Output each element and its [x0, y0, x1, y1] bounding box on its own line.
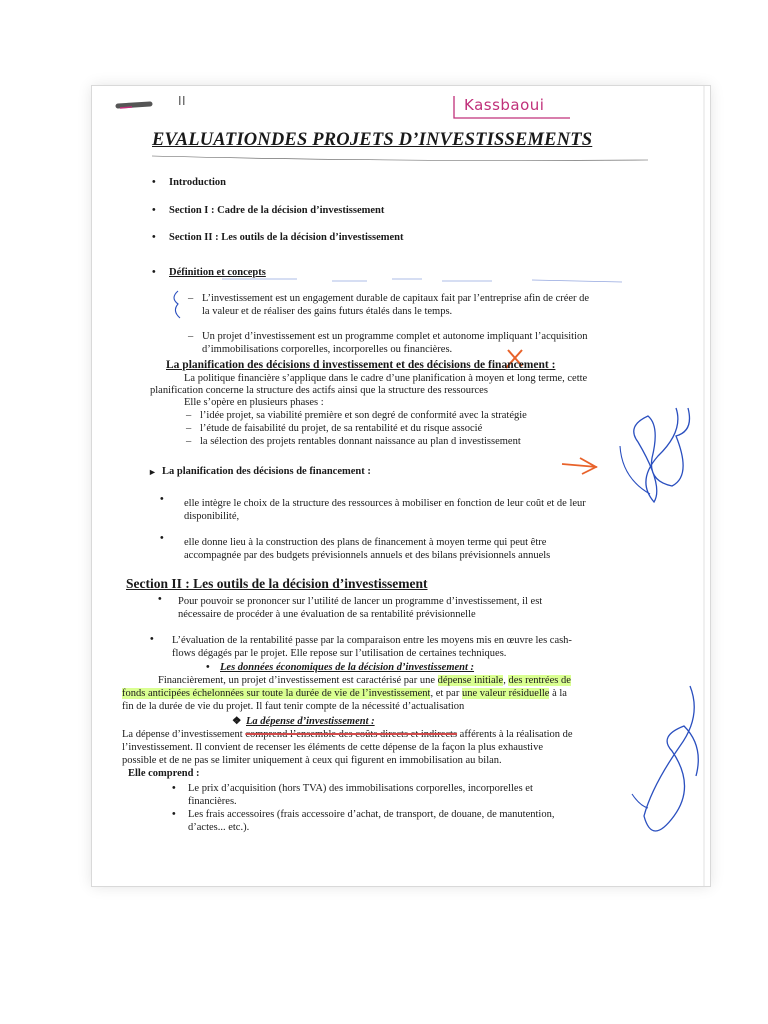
section-2-heading: Section II : Les outils de la décision d’investissement [126, 576, 428, 591]
definition-p1-line1: L’investissement est un engagement durable de capitaux fait par l’entreprise afin de créer de [202, 293, 590, 304]
bullet: • [158, 594, 162, 605]
phase-2: l’étude de faisabilité du projet, de sa rentabilité et du risque associé [200, 423, 483, 434]
phase-1: l’idée projet, sa viabilité première et son degré de conformité avec la stratégie [200, 410, 527, 421]
blue-signature-1 [634, 408, 690, 502]
planif-invest-line1: La politique financière s’applique dans le cadre d’une planification à moyen et long terme, cette [184, 373, 588, 384]
struck-text: comprend l’ensemble des coûts directs et indirects [245, 729, 458, 740]
planif-fin-b2-line2: accompagnée par des budgets prévisionnels annuels et des bilans prévisionnels annuels [184, 550, 551, 561]
depense-line1 [122, 729, 573, 741]
comprend-item2-line2: d’actes... etc.). [188, 822, 250, 833]
toc-item-introduction: Introduction [169, 177, 226, 188]
toc-item-section-2: Section II : Les outils de la décision d’investissement [169, 232, 404, 243]
definition-heading: Définition et concepts [169, 267, 266, 278]
bullet: • [160, 494, 164, 505]
planif-fin-heading: La planification des décisions de financement : [162, 466, 371, 477]
toc-bullet: • [152, 177, 156, 188]
planif-fin-b1-line2: disponibilité, [184, 511, 240, 522]
dash: – [186, 436, 192, 447]
planif-invest-heading: La planification des décisions d investissement et des décisions de financement : [166, 359, 556, 371]
subheading-depense: La dépense d’investissement : [246, 716, 375, 727]
blue-signature-2 [644, 686, 698, 831]
section2-b2-line1: L’évaluation de la rentabilité passe par la comparaison entre les moyens mis en œuvre les cash- [172, 635, 572, 646]
definition-p2-line2: d’immobilisations corporelles, incorporelles ou financières. [202, 344, 453, 355]
financierement-line2 [122, 688, 567, 700]
handwritten-name: Kassbaoui [464, 96, 545, 114]
dash: – [188, 331, 194, 342]
handwritten-mark: II [178, 94, 187, 108]
comprend-item2-line1: Les frais accessoires (frais accessoire d’achat, de transport, de douane, de manutention, [188, 809, 555, 820]
pen-stroke-top-left [118, 104, 150, 106]
planif-invest-line3: Elle s’opère en plusieurs phases : [184, 397, 324, 408]
diamond-bullet-icon: ❖ [232, 716, 242, 727]
section2-b1-line1: Pour pouvoir se prononcer sur l’utilité de lancer un programme d’investissement, il est [178, 596, 543, 607]
text: à la [549, 688, 567, 699]
bullet: • [206, 662, 210, 673]
text: Financièrement, un projet d’investissement est caractérisé par une [158, 675, 438, 686]
financierement-line1 [158, 675, 571, 687]
depense-line3: possible et de ne pas se limiter uniquement à ceux qui figurent en immobilisation au bilan. [122, 755, 502, 766]
subheading-donnees-economiques: Les données économiques de la décision d’investissement : [220, 662, 475, 673]
toc-bullet: • [152, 205, 156, 216]
highlight-depense-initiale: dépense initiale [437, 675, 504, 686]
bullet: • [172, 809, 176, 820]
comprend-item1-line2: financières. [188, 796, 237, 807]
planif-invest-line2: planification concerne la structure des actifs ainsi que la structure des ressources [150, 385, 488, 396]
dash: – [186, 423, 192, 434]
page-title: EVALUATIONDES PROJETS D’INVESTISSEMENTS [152, 130, 593, 150]
left-bracket-scribble [174, 291, 180, 318]
toc-bullet: • [152, 232, 156, 243]
definition-p2-line1: Un projet d’investissement est un programme complet et autonome impliquant l’acquisition [202, 331, 588, 342]
arrow-bullet-icon: ► [148, 467, 157, 477]
highlight-rentrees: des rentrées de [508, 675, 571, 686]
comprend-item1-line1: Le prix d’acquisition (hors TVA) des immobilisations corporelles, incorporelles et [188, 783, 533, 794]
planif-fin-b1-line1: elle intègre le choix de la structure des ressources à mobiliser en fonction de leur coût et de leur [184, 498, 586, 509]
depense-line2: l’investissement. Il convient de recenser les éléments de cette dépense de la façon la plus exhaustive [122, 742, 544, 753]
orange-arrow-mark [562, 458, 597, 474]
bullet: • [160, 533, 164, 544]
scanned-page [92, 86, 710, 886]
phase-3: la sélection des projets rentables donnant naissance au plan d investissement [200, 436, 521, 447]
section2-b2-line2: flows dégagés par le projet. Elle repose sur l’utilisation de certaines techniques. [172, 648, 507, 659]
planif-fin-b2-line1: elle donne lieu à la construction des plans de financement à moyen terme qui peut être [184, 537, 547, 548]
elle-comprend-label: Elle comprend : [128, 768, 200, 779]
financierement-line3: fin de la durée de vie du projet. Il faut tenir compte de la nécessité d’actualisation [122, 701, 465, 712]
bullet: • [150, 634, 154, 645]
dash: – [188, 293, 194, 304]
bullet: • [152, 267, 156, 278]
section2-b1-line2: nécessaire de procéder à une évaluation de sa rentabilité prévisionnelle [178, 609, 476, 620]
text: , [503, 675, 509, 686]
text: , et par [430, 688, 462, 699]
highlight-valeur-residuelle: une valeur résiduelle [461, 688, 550, 699]
text: La dépense d’investissement [122, 729, 246, 740]
definition-p1-line2: la valeur et de réaliser des gains futurs étalés dans le temps. [202, 306, 453, 317]
dash: – [186, 410, 192, 421]
bullet: • [172, 783, 176, 794]
text: afférents à la réalisation de [457, 729, 573, 740]
highlight-fonds-anticipes: fonds anticipées échelonnées sur toute la durée de vie de l’investissement [122, 688, 431, 699]
toc-item-section-1: Section I : Cadre de la décision d’investissement [169, 205, 385, 216]
